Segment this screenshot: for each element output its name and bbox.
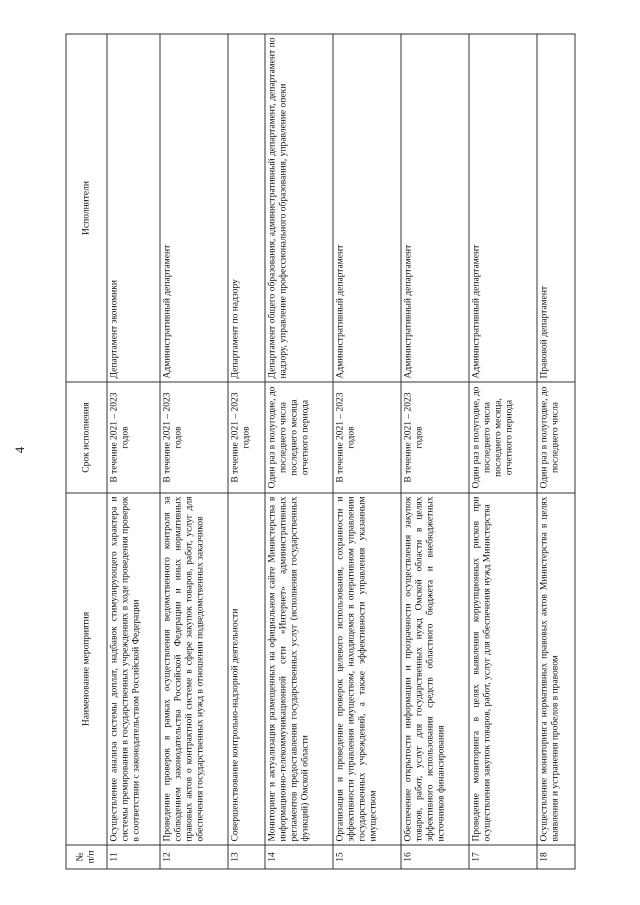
row-term: В течение 2021 – 2023 годов	[333, 382, 401, 493]
row-executors: Департамент экономики	[107, 34, 160, 382]
row-executors: Правовой департамент	[537, 34, 575, 382]
row-term: В течение 2021 – 2023 годов	[107, 382, 160, 493]
row-name: Совершенствование контрольно-надзорной деятельности	[227, 493, 265, 845]
row-num: 17	[469, 845, 537, 869]
row-term: В течение 2021 – 2023 годов	[159, 382, 227, 493]
table-row	[227, 34, 265, 869]
row-name: Мониторинг и актуализация размещенных на официальном сайте Министерства в информационно-телекоммуникационной сети «Интернет» административных регламентов предоставления государственных услуг (исполнения государственных функций) Омской области	[265, 493, 333, 845]
table-row	[469, 34, 537, 869]
table-row	[537, 34, 575, 869]
row-name: Осуществление анализа системы доплат, надбавок стимулирующего характера и системы премирования в государственных учреждениях в ходе проведения проверок в соответствии с законодательством Российской Федерации	[107, 493, 160, 845]
table-row	[265, 34, 333, 869]
row-executors: Департамент по надзору	[227, 34, 265, 382]
row-executors: Административный департамент	[333, 34, 401, 382]
row-num: 15	[333, 845, 401, 869]
row-executors: Административный департамент	[159, 34, 227, 382]
header-executors: Исполнители	[66, 34, 107, 382]
table-container	[65, 35, 575, 870]
row-name: Организация и проведение проверок целевого использования, сохранности и эффективности управления имуществом, находящемся в оперативном управлении государственных учреждений, а также эффективности управления указанным имуществом	[333, 493, 401, 845]
table-row	[107, 34, 160, 869]
row-name: Осуществление мониторинга нормативных правовых актов Министерства в целях выявления и устранения пробелов в правовом	[537, 493, 575, 845]
header-term: Срок исполнения	[66, 382, 107, 493]
row-executors: Административный департамент	[469, 34, 537, 382]
row-name: Проведение проверок в рамках осуществления ведомственного контроля за соблюдением законодательства Российской Федерации и иных нормативных правовых актов о контрактной системе в сфере закупок товаров, работ, услуг для обеспечения государственных нужд в отношении подведомственных заказчиков	[159, 493, 227, 845]
row-num: 16	[401, 845, 469, 869]
row-executors: Департамент общего образования, административный департамент, департамент по надзору, управление профессионального образования, управление опеки	[265, 34, 333, 382]
row-num: 11	[107, 845, 160, 869]
row-term: Один раз в полугодие, до последнего числа последнего месяца, отчетного периода	[469, 382, 537, 493]
table-row	[401, 34, 469, 869]
table-row	[333, 34, 401, 869]
row-term: Один раз в полугодие, до последнего числа	[537, 382, 575, 493]
table-row	[159, 34, 227, 869]
row-name: Проведение мониторинга в целях выявления коррупционных рисков при осуществлении закупок товаров, работ, услуг для обеспечения нужд Министерства	[469, 493, 537, 845]
header-num: № п/п	[66, 845, 107, 869]
header-name: Наименование мероприятия	[66, 493, 107, 845]
row-executors: Административный департамент	[401, 34, 469, 382]
page-number: 4	[12, 446, 27, 454]
row-term: В течение 2021 – 2023 годов	[227, 382, 265, 493]
table-header-row	[66, 34, 107, 869]
measures-table	[65, 34, 575, 870]
row-term: Один раз в полугодие, до последнего числа последнего месяца отчетного периода	[265, 382, 333, 493]
row-num: 12	[159, 845, 227, 869]
row-num: 14	[265, 845, 333, 869]
row-num: 18	[537, 845, 575, 869]
row-name: Обеспечение открытости информации и прозрачности осуществления закупок товаров, работ, услуг для государственных нужд Омской области в целях эффективного использования средств областного бюджета и внебюджетных источников финансирования	[401, 493, 469, 845]
row-num: 13	[227, 845, 265, 869]
row-term: В течение 2021 – 2023 годов	[401, 382, 469, 493]
